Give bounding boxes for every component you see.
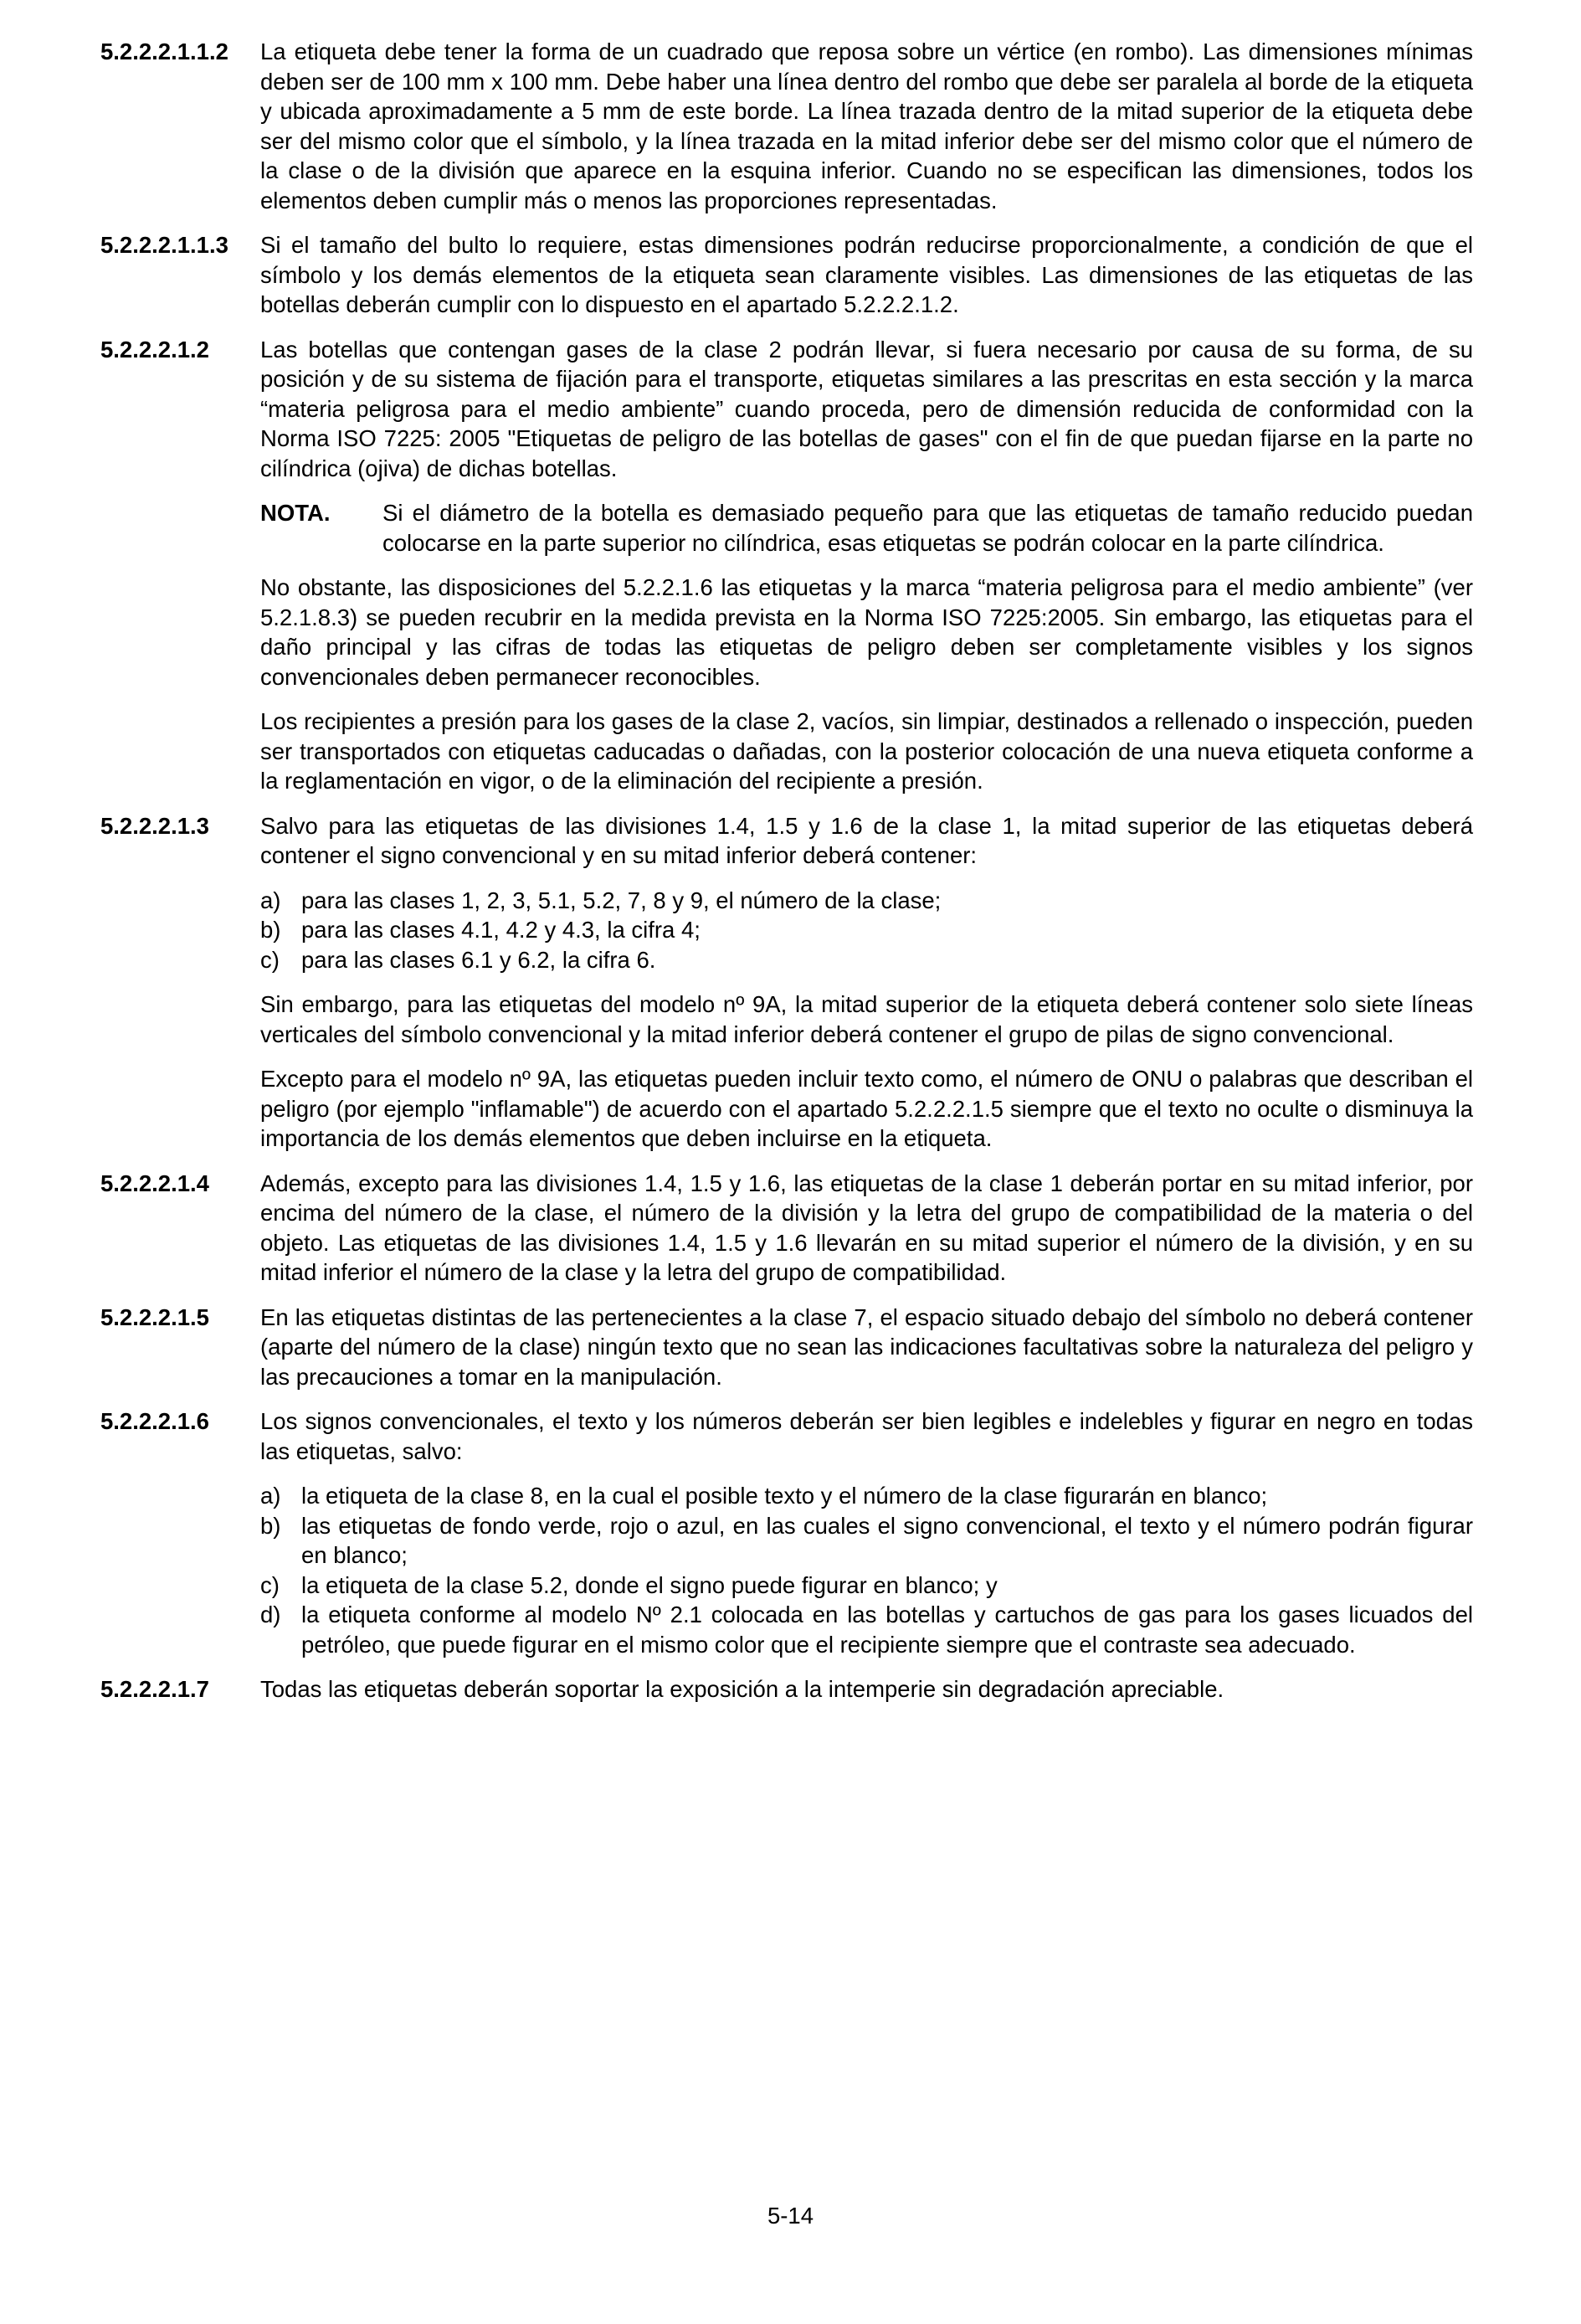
list-item [260,915,1473,945]
section-5-2-2-2-1-1-2 [100,37,1473,215]
list-item-text: para las clases 6.1 y 6.2, la cifra 6. [301,946,656,973]
section-number: 5.2.2.2.1.7 [100,1676,209,1702]
list-marker: d) [260,1602,281,1627]
list-marker: b) [260,917,281,943]
section-text: Las botellas que contengan gases de la clase 2 podrán llevar, si fuera necesario por causa de su forma, de su posición y de su sistema de fijación para el transporte, etiquetas similares a las prescritas en esta sección y la marca “materia peligrosa para el medio ambiente” cuando proceda, pero de dimensión reducida de conformidad con la Norma ISO 7225: 2005 "Etiquetas de peligro de las botellas de gases" con el fin de que puedan fijarse en la parte no cilíndrica (ojiva) de dichas botellas. [260,336,1473,481]
list-marker: b) [260,1512,281,1539]
list-item-text: la etiqueta de la clase 5.2, donde el signo puede figurar en blanco; y [301,1571,998,1598]
section-5-2-2-2-1-7 [100,1674,1473,1704]
section-5-2-2-2-1-1-3 [100,230,1473,320]
paragraph: Excepto para el modelo nº 9A, las etiquetas pueden incluir texto como, el número de ONU o palabras que describan el peligro (por ejemplo "inflamable") de acuerdo con el apartado 5.2.2.2.1.5 siempre que el texto no oculte o disminuya la importancia de los demás elementos que deben incluirse en la etiqueta. [260,1066,1473,1151]
section-text: Además, excepto para las divisiones 1.4, 1.5 y 1.6, las etiquetas de la clase 1 deberán portar en su mitad inferior, por encima del número de la clase, el número de la división y la letra del grupo de compatibilidad de la materia o del objeto. Las etiquetas de las divisiones 1.4, 1.5 y 1.6 llevarán en su mitad superior el número de la división, y en su mitad inferior el número de la clase y la letra del grupo de compatibilidad. [260,1170,1473,1285]
paragraph: Los recipientes a presión para los gases de la clase 2, vacíos, sin limpiar, destinados a rellenado o inspección, pueden ser transportados con etiquetas caducadas o dañadas, con la posterior colocación de una nueva etiqueta conforme a la reglamentación en vigor, o de la eliminación del recipiente a presión. [260,708,1473,794]
section-number: 5.2.2.2.1.1.2 [100,39,228,64]
item-list [260,1481,1473,1659]
note-block [260,498,1473,558]
section-number: 5.2.2.2.1.5 [100,1303,209,1330]
section-number: 5.2.2.2.1.2 [100,336,209,362]
section-text: Los signos convencionales, el texto y los números deberán ser bien legibles e indelebles y figurar en negro en todas las etiquetas, salvo: [260,1408,1473,1464]
list-item [260,945,1473,975]
section-number: 5.2.2.2.1.6 [100,1408,209,1434]
list-item-text: la etiqueta conforme al modelo Nº 2.1 colocada en las botellas y cartuchos de gas para los gases licuados del petróleo, que puede figurar en el mismo color que el recipiente siempre que el contraste sea adecuado. [301,1602,1473,1658]
item-list [260,886,1473,975]
list-marker: a) [260,1483,281,1509]
list-item [260,1571,1473,1601]
section-text: La etiqueta debe tener la forma de un cuadrado que reposa sobre un vértice (en rombo). Las dimensiones mínimas deben ser de 100 mm x 100 mm. Debe haber una línea dentro del rombo que debe ser paralela al borde de la etiqueta y ubicada aproximadamente a 5 mm de este borde. La línea trazada dentro de la mitad superior de la etiqueta debe ser del mismo color que el símbolo, y la línea trazada en la mitad inferior debe ser del mismo color que el número de la clase o de la división que aparece en la esquina inferior. Cuando no se especifican las dimensiones, todos los elementos deben cumplir más o menos las proporciones representadas. [260,39,1473,213]
section-5-2-2-2-1-2 [100,335,1473,484]
section-number: 5.2.2.2.1.1.3 [100,232,228,258]
section-text: Salvo para las etiquetas de las divisiones 1.4, 1.5 y 1.6 de la clase 1, la mitad superior de las etiquetas deberá contener el signo convencional y en su mitad inferior deberá contener: [260,812,1473,868]
page-number: 5-14 [767,2203,814,2229]
note-text: Si el diámetro de la botella es demasiado pequeño para que las etiquetas de tamaño reducido puedan colocarse en la parte superior no cilíndrica, esas etiquetas se podrán colocar en la parte cilíndrica. [382,500,1473,556]
list-item [260,1511,1473,1571]
list-marker: c) [260,1571,280,1598]
list-item-text: las etiquetas de fondo verde, rojo o azul, en las cuales el signo convencional, el texto y el número podrán figurar en blanco; [301,1512,1473,1568]
list-marker: a) [260,887,281,913]
list-item-text: para las clases 1, 2, 3, 5.1, 5.2, 7, 8 y 9, el número de la clase; [301,887,942,913]
section-5-2-2-2-1-6 [100,1406,1473,1466]
section-5-2-2-2-1-5 [100,1303,1473,1392]
section-5-2-2-2-1-4 [100,1169,1473,1288]
section-number: 5.2.2.2.1.3 [100,812,209,839]
list-item-text: para las clases 4.1, 4.2 y 4.3, la cifra 4; [301,917,701,943]
section-text: En las etiquetas distintas de las pertenecientes a la clase 7, el espacio situado debajo del símbolo no deberá contener (aparte del número de la clase) ningún texto que no sean las indicaciones facultativas sobre la naturaleza del peligro y las precauciones a tomar en la manipulación. [260,1303,1473,1390]
paragraph: No obstante, las disposiciones del 5.2.2.1.6 las etiquetas y la marca “materia peligrosa para el medio ambiente” (ver 5.2.1.8.3) se pueden recubrir en la medida prevista en la Norma ISO 7225:2005. Sin embargo, las etiquetas para el daño principal y las cifras de todas las etiquetas de peligro deben ser completamente visibles y los signos convencionales deben permanecer reconocibles. [260,574,1473,690]
list-item-text: la etiqueta de la clase 8, en la cual el posible texto y el número de la clase figurarán en blanco; [301,1483,1268,1509]
list-item [260,886,1473,916]
list-marker: c) [260,946,280,973]
list-item [260,1600,1473,1659]
paragraph: Sin embargo, para las etiquetas del modelo nº 9A, la mitad superior de la etiqueta deberá contener solo siete líneas verticales del símbolo convencional y la mitad inferior deberá contener el grupo de pilas de signo convencional. [260,991,1473,1047]
note-label: NOTA. [260,500,331,526]
section-text: Si el tamaño del bulto lo requiere, estas dimensiones podrán reducirse proporcionalmente, a condición de que el símbolo y los demás elementos de la etiqueta sean claramente visibles. Las dimensiones de las etiquetas de las botellas deberán cumplir con lo dispuesto en el apartado 5.2.2.2.1.2. [260,232,1473,317]
document-body [100,37,1473,1720]
section-text: Todas las etiquetas deberán soportar la exposición a la intemperie sin degradación apreciable. [260,1676,1224,1702]
section-5-2-2-2-1-3 [100,811,1473,871]
section-number: 5.2.2.2.1.4 [100,1170,209,1196]
list-item [260,1481,1473,1511]
